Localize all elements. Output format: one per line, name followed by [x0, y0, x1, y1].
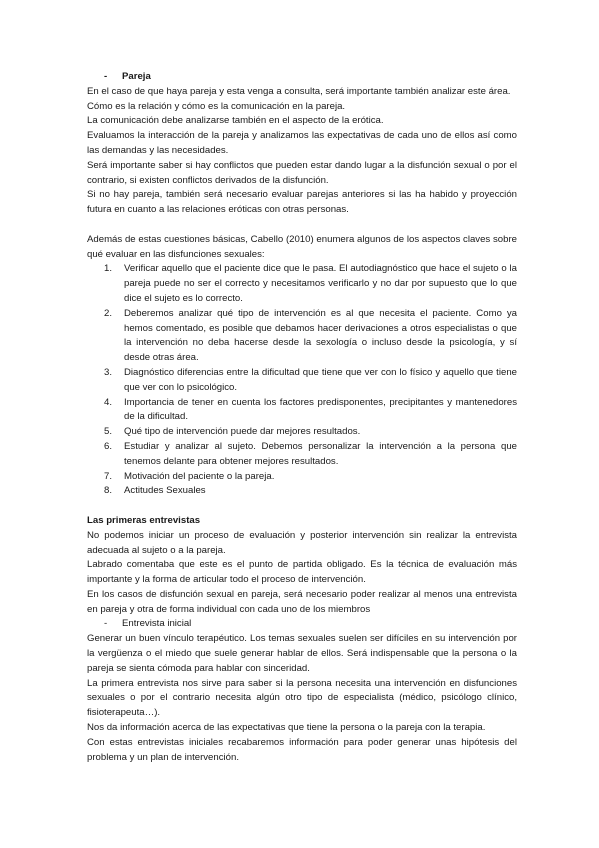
list-item — [87, 262, 517, 306]
paragraph: Nos da información acerca de las expectativas que tiene la persona o la pareja con la terapia. — [87, 722, 486, 734]
evaluation-aspects-list — [87, 262, 517, 499]
document-body — [87, 70, 517, 765]
list-item-text: Qué tipo de intervención puede dar mejores resultados. — [124, 426, 361, 438]
list-item-text: Verificar aquello que el paciente dice que le pasa. El autodiagnóstico que hace el sujeto o la pareja puede no ser el correcto y necesitamos verificarlo y no dar por supuesto que lo que dice el sujeto es lo correcto. — [124, 263, 517, 304]
paragraph: Labrado comentaba que este es el punto de partida obligado. Es la técnica de evaluación más importante y la forma de articular todo el proceso de intervención. — [87, 559, 517, 586]
list-number: 6. — [104, 440, 113, 452]
list-number: 1. — [104, 263, 113, 275]
list-item — [87, 484, 517, 499]
subheading-text: Entrevista inicial — [122, 618, 192, 630]
list-item — [87, 425, 517, 440]
paragraph: Evaluamos la interacción de la pareja y analizamos las expectativas de cada uno de ellos así como las demandas y las necesidades. — [87, 130, 517, 156]
paragraph: Cómo es la relación y cómo es la comunicación en la pareja. — [87, 100, 346, 112]
list-number: 4. — [104, 396, 113, 408]
paragraph: La primera entrevista nos sirve para saber si la persona necesita una intervención en disfunciones sexuales o por el contrario necesita algún otro tipo de especialista (médico, psicólogo clínico, fisioterapeuta…). — [87, 677, 517, 719]
paragraph: No podemos iniciar un proceso de evaluación y posterior intervención sin realizar la entrevista adecuada al sujeto o a la pareja. — [87, 529, 517, 556]
list-number: 8. — [104, 485, 113, 497]
paragraph: Si no hay pareja, también será necesario evaluar parejas anteriores si las ha habido y proyección futura en cuanto a las relaciones eróticas con otras personas. — [87, 189, 517, 216]
list-item — [87, 470, 517, 485]
paragraph: En los casos de disfunción sexual en pareja, será necesario poder realizar al menos una entrevista en pareja y otra de forma individual con cada uno de los miembros — [87, 588, 517, 615]
list-item — [87, 396, 517, 426]
bullet-dash: - — [104, 71, 108, 82]
cabello-intro: Además de estas cuestiones básicas, Cabello (2010) enumera algunos de los aspectos claves sobre qué evaluar en las disfunciones sexuales: — [87, 233, 517, 260]
list-item — [87, 440, 517, 470]
paragraph: Con estas entrevistas iniciales recabaremos información para poder generar unas hipótesis del problema y un plan de intervención. — [87, 736, 517, 763]
list-item-text: Importancia de tener en cuenta los factores predisponentes, precipitantes y mantenedores de la dificultad. — [124, 396, 517, 423]
list-number: 3. — [104, 366, 113, 378]
list-item — [87, 366, 517, 396]
pareja-heading — [87, 70, 517, 85]
pareja-heading-text: Pareja — [122, 71, 151, 82]
list-number: 2. — [104, 307, 113, 319]
list-item-text: Motivación del paciente o la pareja. — [124, 470, 275, 482]
paragraph: En el caso de que haya pareja y esta venga a consulta, será importante también analizar este área. — [87, 85, 511, 97]
paragraph: Será importante saber si hay conflictos que pueden estar dando lugar a la disfunción sexual o por el contrario, si existen conflictos derivados de la disfunción. — [87, 159, 517, 186]
blank-line — [87, 499, 517, 514]
blank-line — [87, 218, 517, 233]
list-item-text: Deberemos analizar qué tipo de intervención es al que necesita el paciente. Como ya hemos comentado, es posible que debamos hacer derivaciones a otros especialistas o que la intervención no deba hacerse desde la sexología o incluso desde la psicología, y sí desde otras área. — [124, 307, 517, 364]
list-item-text: Diagnóstico diferencias entre la dificultad que tiene que ver con lo físico y aquello que tiene que ver con lo psicológico. — [124, 366, 517, 393]
paragraph: Generar un buen vínculo terapéutico. Los temas sexuales suelen ser difíciles en su intervención por la vergüenza o el miedo que suele generar hablar de ellos. Será indispensable que la persona o la pareja se sienta cómoda para hablar con sinceridad. — [87, 633, 517, 674]
list-item — [87, 307, 517, 366]
paragraph: La comunicación debe analizarse también en el aspecto de la erótica. — [87, 115, 384, 127]
list-item-text: Actitudes Sexuales — [124, 485, 206, 497]
list-item-text: Estudiar y analizar al sujeto. Debemos personalizar la intervención a la persona que tenemos delante para obtener mejores resultados. — [124, 440, 517, 467]
bullet-dash: - — [104, 618, 108, 630]
entrevistas-heading: Las primeras entrevistas — [87, 514, 201, 526]
list-number: 5. — [104, 426, 113, 438]
entrevista-inicial-subheading — [87, 617, 517, 632]
list-number: 7. — [104, 470, 113, 482]
